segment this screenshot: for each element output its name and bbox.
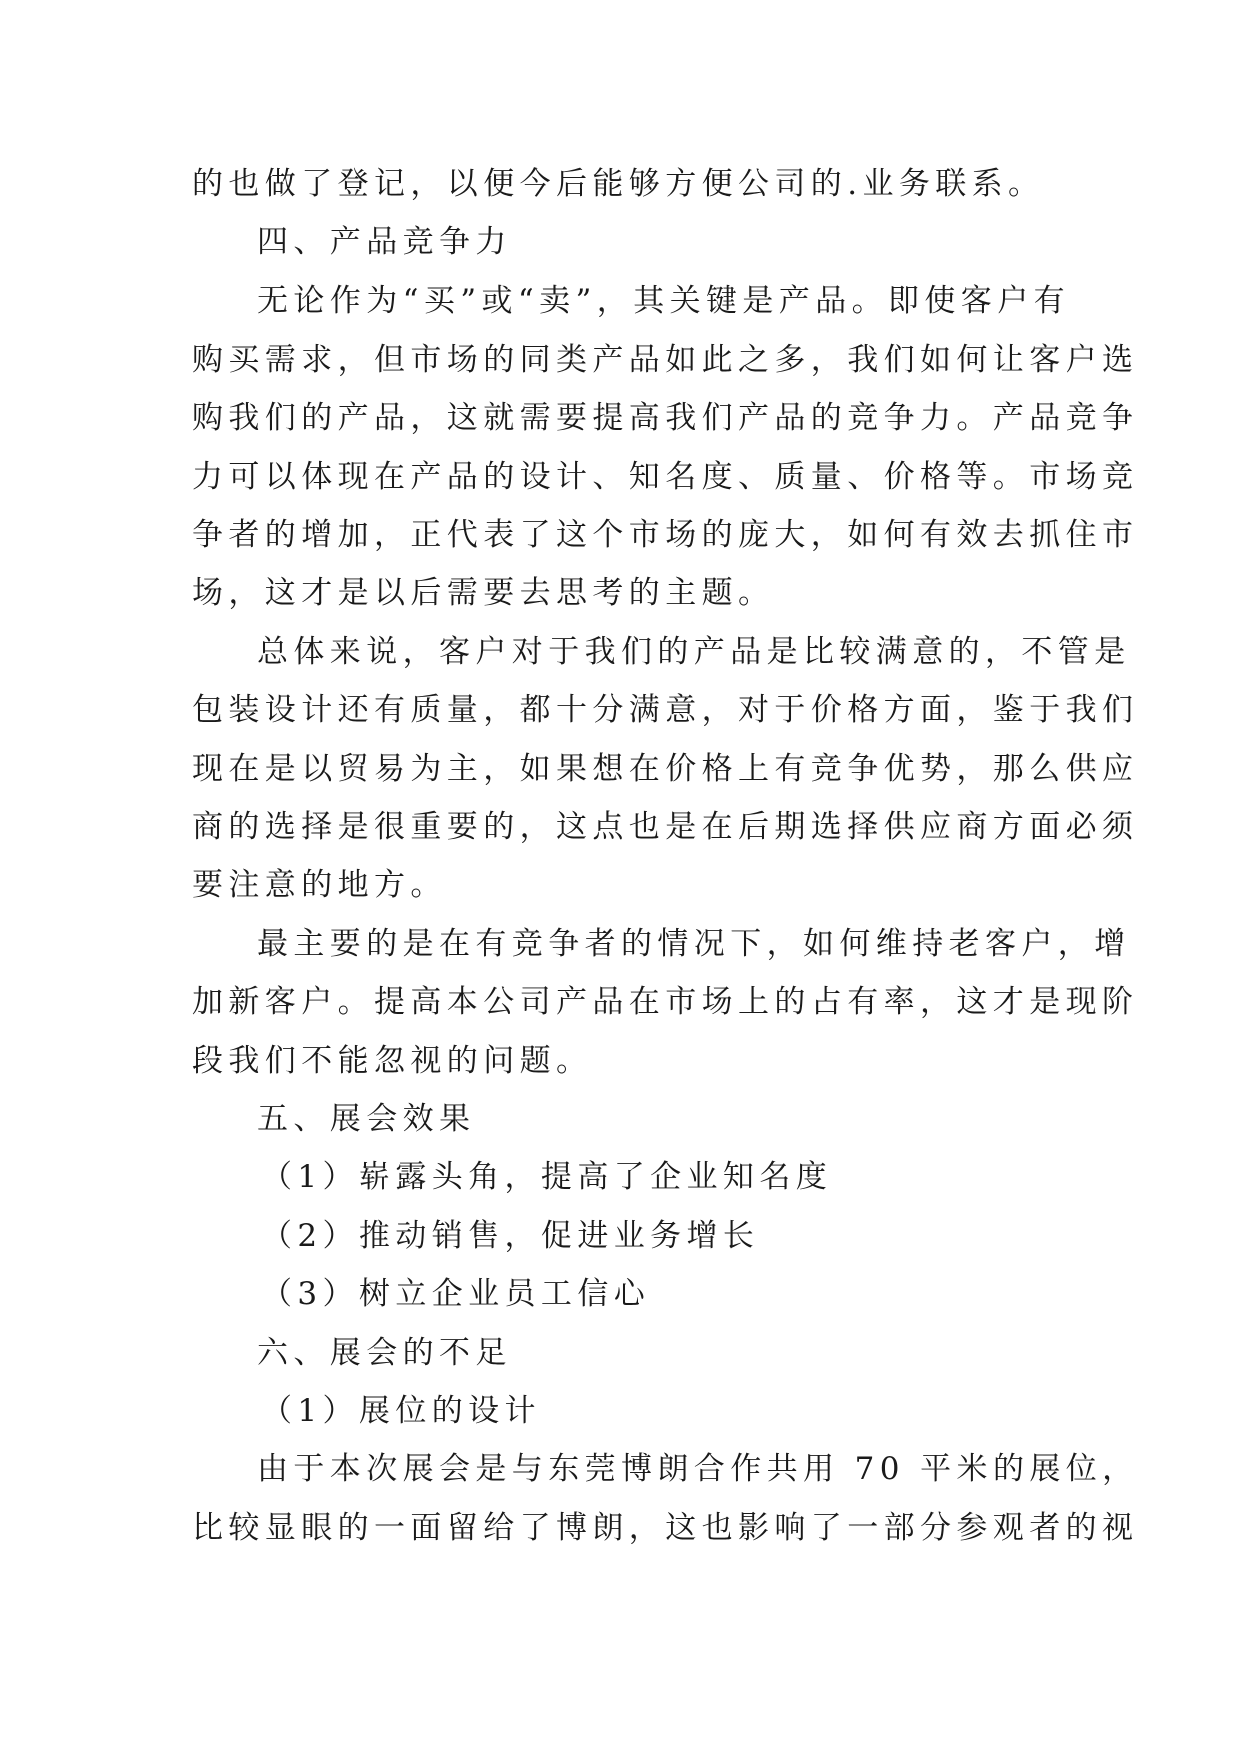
section-heading: 六、展会的不足: [257, 1335, 512, 1371]
list-item: （1）崭露头角，提高了企业知名度: [261, 1159, 833, 1195]
body-text-line: 段我们不能忽视的问题。: [192, 1043, 593, 1079]
body-text-line: 要注意的地方。: [192, 867, 447, 903]
body-text-line: 商的选择是很重要的，这点也是在后期选择供应商方面必须: [192, 809, 1139, 845]
paragraph-first-line: 无论作为“买”或“卖”，其关键是产品。即使客户有: [257, 283, 1070, 319]
section-heading: 五、展会效果: [257, 1101, 476, 1137]
body-text-line: 比较显眼的一面留给了博朗，这也影响了一部分参观者的视: [192, 1510, 1139, 1546]
paragraph-first-line: 总体来说，客户对于我们的产品是比较满意的，不管是: [257, 634, 1131, 670]
body-text-line: 的也做了登记，以便今后能够方便公司的.业务联系。: [192, 166, 1045, 202]
body-text-line: 加新客户。提高本公司产品在市场上的占有率，这才是现阶: [192, 984, 1139, 1020]
section-heading: 四、产品竞争力: [257, 224, 512, 260]
body-text-line: 争者的增加，正代表了这个市场的庞大，如何有效去抓住市: [192, 517, 1139, 553]
list-item: （2）推动销售，促进业务增长: [261, 1218, 760, 1254]
body-text-line: 力可以体现在产品的设计、知名度、质量、价格等。市场竞: [192, 459, 1139, 495]
body-text-line: 现在是以贸易为主，如果想在价格上有竞争优势，那么供应: [192, 751, 1139, 787]
body-text-line: 包装设计还有质量，都十分满意，对于价格方面，鉴于我们: [192, 692, 1139, 728]
list-item: （3）树立企业员工信心: [261, 1276, 651, 1312]
body-text-line: 购我们的产品，这就需要提高我们产品的竞争力。产品竞争: [192, 400, 1139, 436]
list-item: （1）展位的设计: [261, 1393, 541, 1429]
body-text-line: 购买需求，但市场的同类产品如此之多，我们如何让客户选: [192, 342, 1139, 378]
paragraph-first-line: 由于本次展会是与东莞博朗合作共用 70 平米的展位，: [257, 1451, 1139, 1487]
paragraph-first-line: 最主要的是在有竞争者的情况下，如何维持老客户，增: [257, 926, 1131, 962]
body-text-line: 场，这才是以后需要去思考的主题。: [192, 575, 775, 611]
